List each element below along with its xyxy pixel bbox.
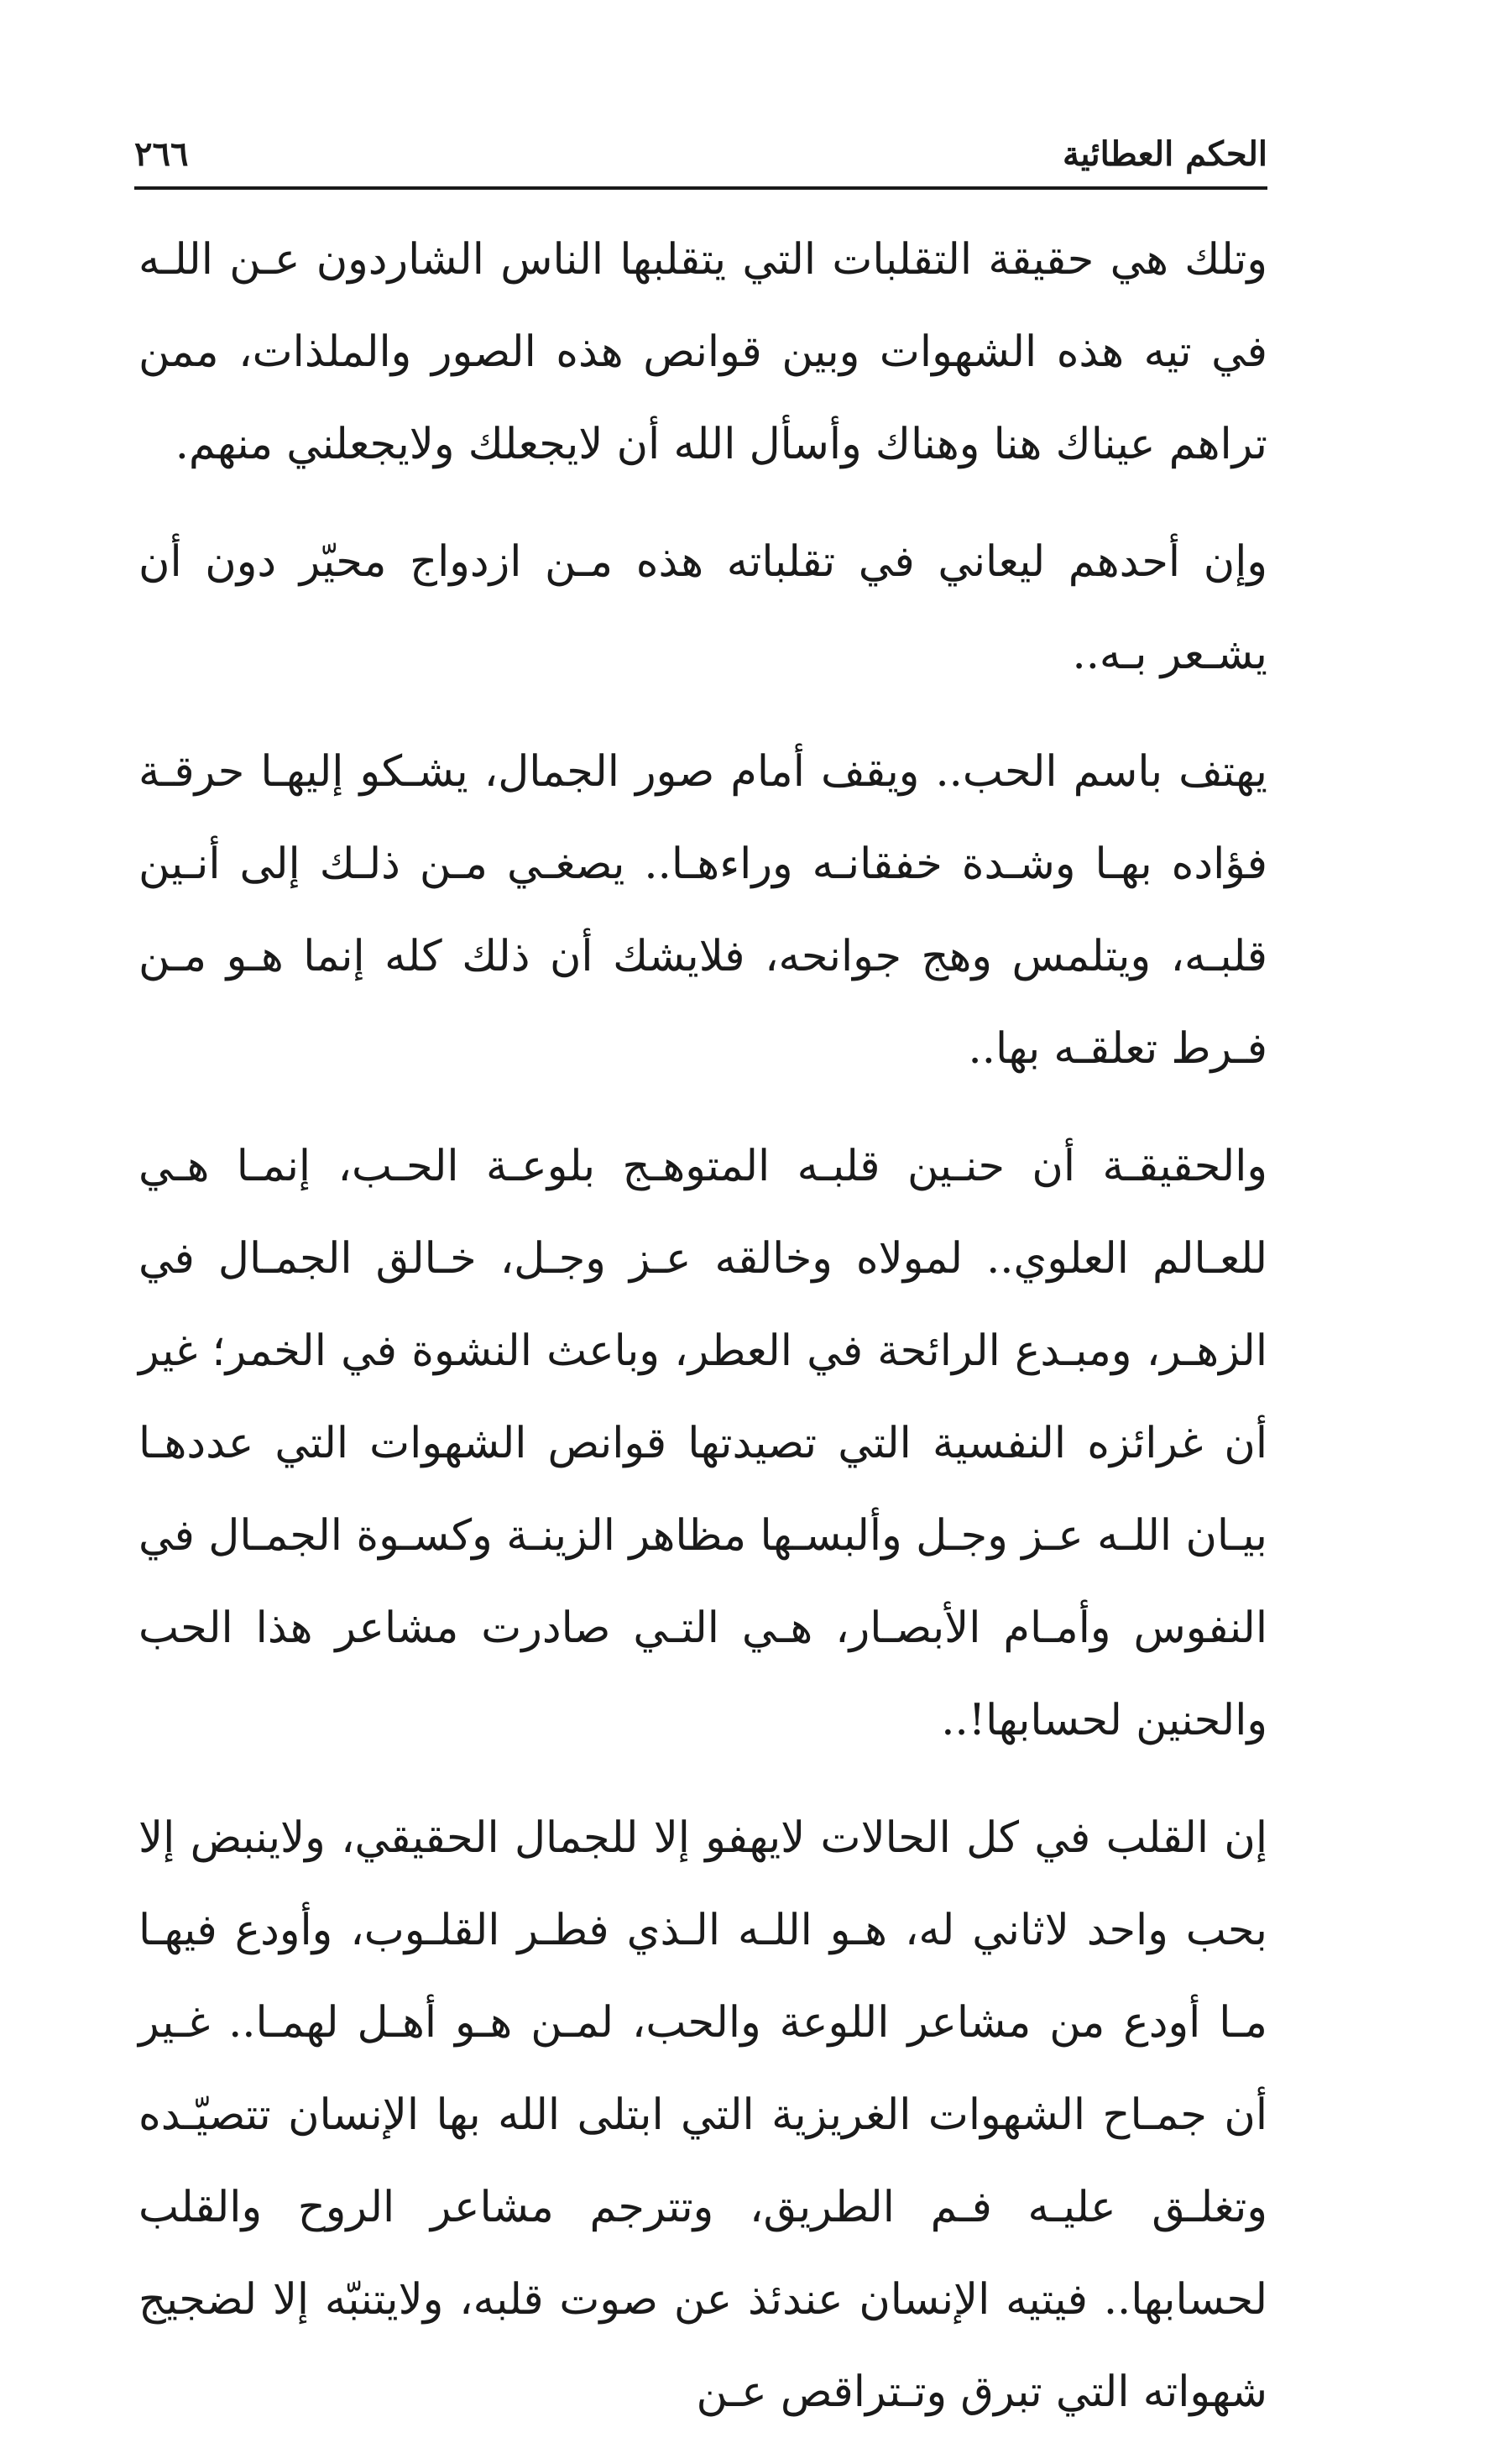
paragraph: يهتف باسم الحب.. ويقف أمام صور الجمال، يشـكو إليهـا حرقـة فؤاده بهـا وشـدة خفقانـه وراءهـا.. يصغـي مـن ذلـك إلى أنـين قلبـه، ويتلمس وهج جوانحه، فلايشك أن ذلك كله إنما هـو مـن فـرط تعلقـه بها.. [138, 747, 1267, 1074]
paragraph: إن القلب في كل الحالات لايهفو إلا للجمال الحقيقي، ولاينبض إلا بحب واحد لاثاني له، هـو اللـه الـذي فطـر القلـوب، وأودع فيهـا مـا أودع من مشاعر اللوعة والحب، لمـن هـو أهـل لهمـا.. غـير أن جمـاح الشهوات الغريزية التي ابتلى الله بها الإنسان تتصيّـده وتغلـق عليـه فـم الطريق، وتترجم مشاعر الروح والقلب لحسابها.. فيتيه الإنسان عندئذ عن صوت قلبه، ولايتنبّه إلا لضجيج شهواته التي تبرق وتـتراقص عـن [138, 1813, 1267, 2417]
page-body [138, 214, 1267, 2464]
paragraph: وإن أحدهم ليعاني في تقلباته هذه مـن ازدواج محيّر دون أن يشـعر بـه.. [138, 537, 1267, 679]
page-number: ٢٦٦ [134, 133, 189, 174]
paragraph: والحقيقـة أن حنـين قلبـه المتوهـج بلوعـة الحـب، إنمـا هـي للعـالم العلوي.. لمولاه وخالقه عـز وجـل، خـالق الجمـال في الزهـر، ومبـدع الرائحة في العطر، وباعث النشوة في الخمر؛ غير أن غرائزه النفسية التي تصيدتها قوانص الشهوات التي عددهـا بيـان اللـه عـز وجـل وألبسـها مظاهر الزينـة وكسـوة الجمـال في النفوس وأمـام الأبصـار، هـي التـي صادرت مشاعر هذا الحب والحنين لحسابها!.. [138, 1142, 1267, 1745]
paragraph: وتلك هي حقيقة التقلبات التي يتقلبها الناس الشاردون عـن اللـه في تيه هذه الشهوات وبين قوانص هذه الصور والملذات، ممن تراهم عيناك هنا وهناك وأسأل الله أن لايجعلك ولايجعلني منهم. [138, 235, 1268, 469]
header-rule [134, 186, 1267, 190]
running-head [134, 124, 1267, 183]
running-head-title: الحكم العطائية [1062, 133, 1267, 174]
